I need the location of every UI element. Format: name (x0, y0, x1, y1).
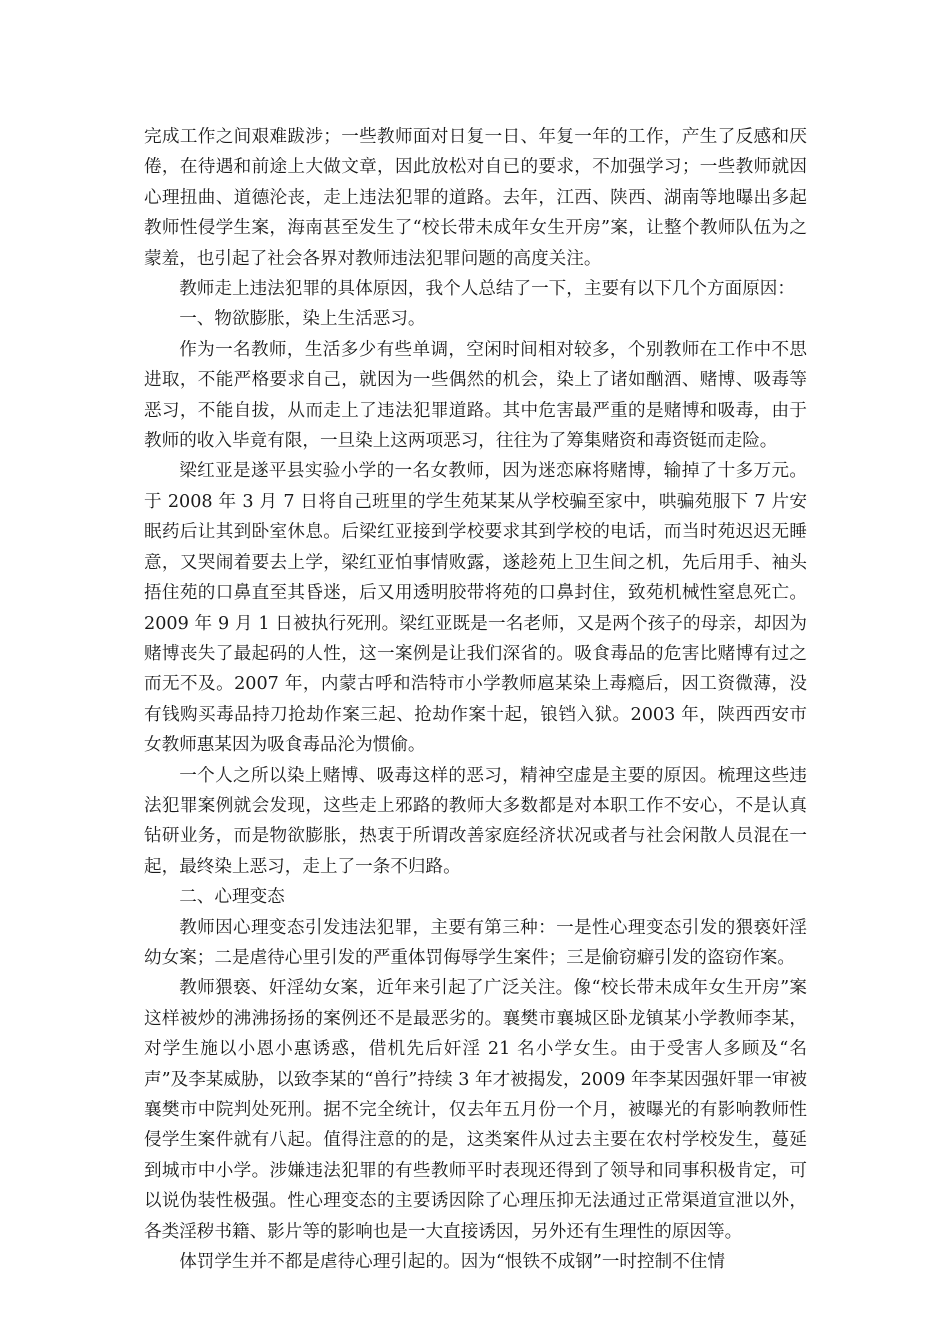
paragraph-molestation-cases: 教师猥亵、奸淫幼女案，近年来引起了广泛关注。像“校长带未成年女生开房”案这样被炒的沸沸扬扬的案例还不是最恶劣的。襄樊市襄城区卧龙镇某小学教师李某，对学生施以小恩小惠诱惑，借机先后奸淫 21 名小学女生。由于受害人多顾及“名声”及李某威胁，以致李某的“兽行”持续 3 年才被揭发，2009 年李某因强奸罪一审被襄樊市中院判处死刑。据不完全统计，仅去年五月份一个月，被曝光的有影响教师性侵学生案件就有八起。值得注意的的是，这类案件从过去主要在农村学校发生，蔓延到城市中小学。涉嫌违法犯罪的有些教师平时表现还得到了领导和同事积极肯定，可以说伪装性极强。性心理变态的主要诱因除了心理压抑无法通过正常渠道宣泄以外，各类淫秽书籍、影片等的影响也是一大直接诱因，另外还有生理性的原因等。 (144, 978, 807, 1242)
paragraph-continuation: 完成工作之间艰难跋涉；一些教师面对日复一日、年复一年的工作，产生了反感和厌倦，在待遇和前途上大做文章，因此放松对自已的要求，不加强学习；一些教师就因心理扭曲、道德沦丧，走上违法犯罪的道路。去年，江西、陕西、湖南等地曝出多起教师性侵学生案，海南甚至发生了“校长带未成年女生开房”案，让整个教师队伍为之蒙羞，也引起了社会各界对教师违法犯罪问题的高度关注。 (144, 127, 807, 269)
paragraph-corporal-punishment: 体罚学生并不都是虐待心理引起的。因为“恨铁不成钢”一时控制不住情 (179, 1252, 725, 1273)
section-heading-2: 二、心理变态 (179, 887, 285, 908)
paragraph-causes-intro: 教师走上违法犯罪的具体原因，我个人总结了一下，主要有以下几个方面原因： (179, 279, 795, 300)
document-page (144, 122, 807, 1277)
paragraph-psych-types: 教师因心理变态引发违法犯罪，主要有第三种：一是性心理变态引发的猥亵奸淫幼女案；二是虐待心里引发的严重体罚侮辱学生案件；三是偷窃癖引发的盗窃作案。 (144, 917, 807, 968)
section-heading-1: 一、物欲膨胀，染上生活恶习。 (179, 309, 426, 330)
paragraph-case-liang: 梁红亚是遂平县实验小学的一名女教师，因为迷恋麻将赌博，输掉了十多万元。于 2008 年 3 月 7 日将自己班里的学生苑某某从学校骗至家中，哄骗苑服下 7 片安眠药后让其到卧室休息。后梁红亚接到学校要求其到学校的电话，而当时苑迟迟无睡意，又哭闹着要去上学，梁红亚怕事情败露，遂趁苑上卫生间之机，先后用手、袖头捂住苑的口鼻直至其昏迷，后又用透明胶带将苑的口鼻封住，致苑机械性窒息死亡。2009 年 9 月 1 日被执行死刑。梁红亚既是一名老师，又是两个孩子的母亲，却因为赌博丧失了最起码的人性，这一案例是让我们深省的。吸食毒品的危害比赌博有过之而无不及。2007 年，内蒙古呼和浩特市小学教师扈某染上毒瘾后，因工资微薄，没有钱购买毒品持刀抢劫作案三起、抢劫作案十起，锒铛入狱。2003 年，陕西西安市女教师惠某因为吸食毒品沦为惯偷。 (144, 461, 807, 756)
paragraph-bad-habits: 作为一名教师，生活多少有些单调，空闲时间相对较多，个别教师在工作中不思进取，不能严格要求自己，就因为一些偶然的机会，染上了诸如酗酒、赌博、吸毒等恶习，不能自拔，从而走上了违法犯罪道路。其中危害最严重的是赌博和吸毒，由于教师的收入毕竟有限，一旦染上这两项恶习，往往为了筹集赌资和毒资铤而走险。 (144, 339, 807, 452)
paragraph-spiritual-emptiness: 一个人之所以染上赌博、吸毒这样的恶习，精神空虚是主要的原因。梳理这些违法犯罪案例就会发现，这些走上邪路的教师大多数都是对本职工作不安心，不是认真钻研业务，而是物欲膨胀，热衷于所谓改善家庭经济状况或者与社会闲散人员混在一起，最终染上恶习，走上了一条不归路。 (144, 765, 807, 877)
